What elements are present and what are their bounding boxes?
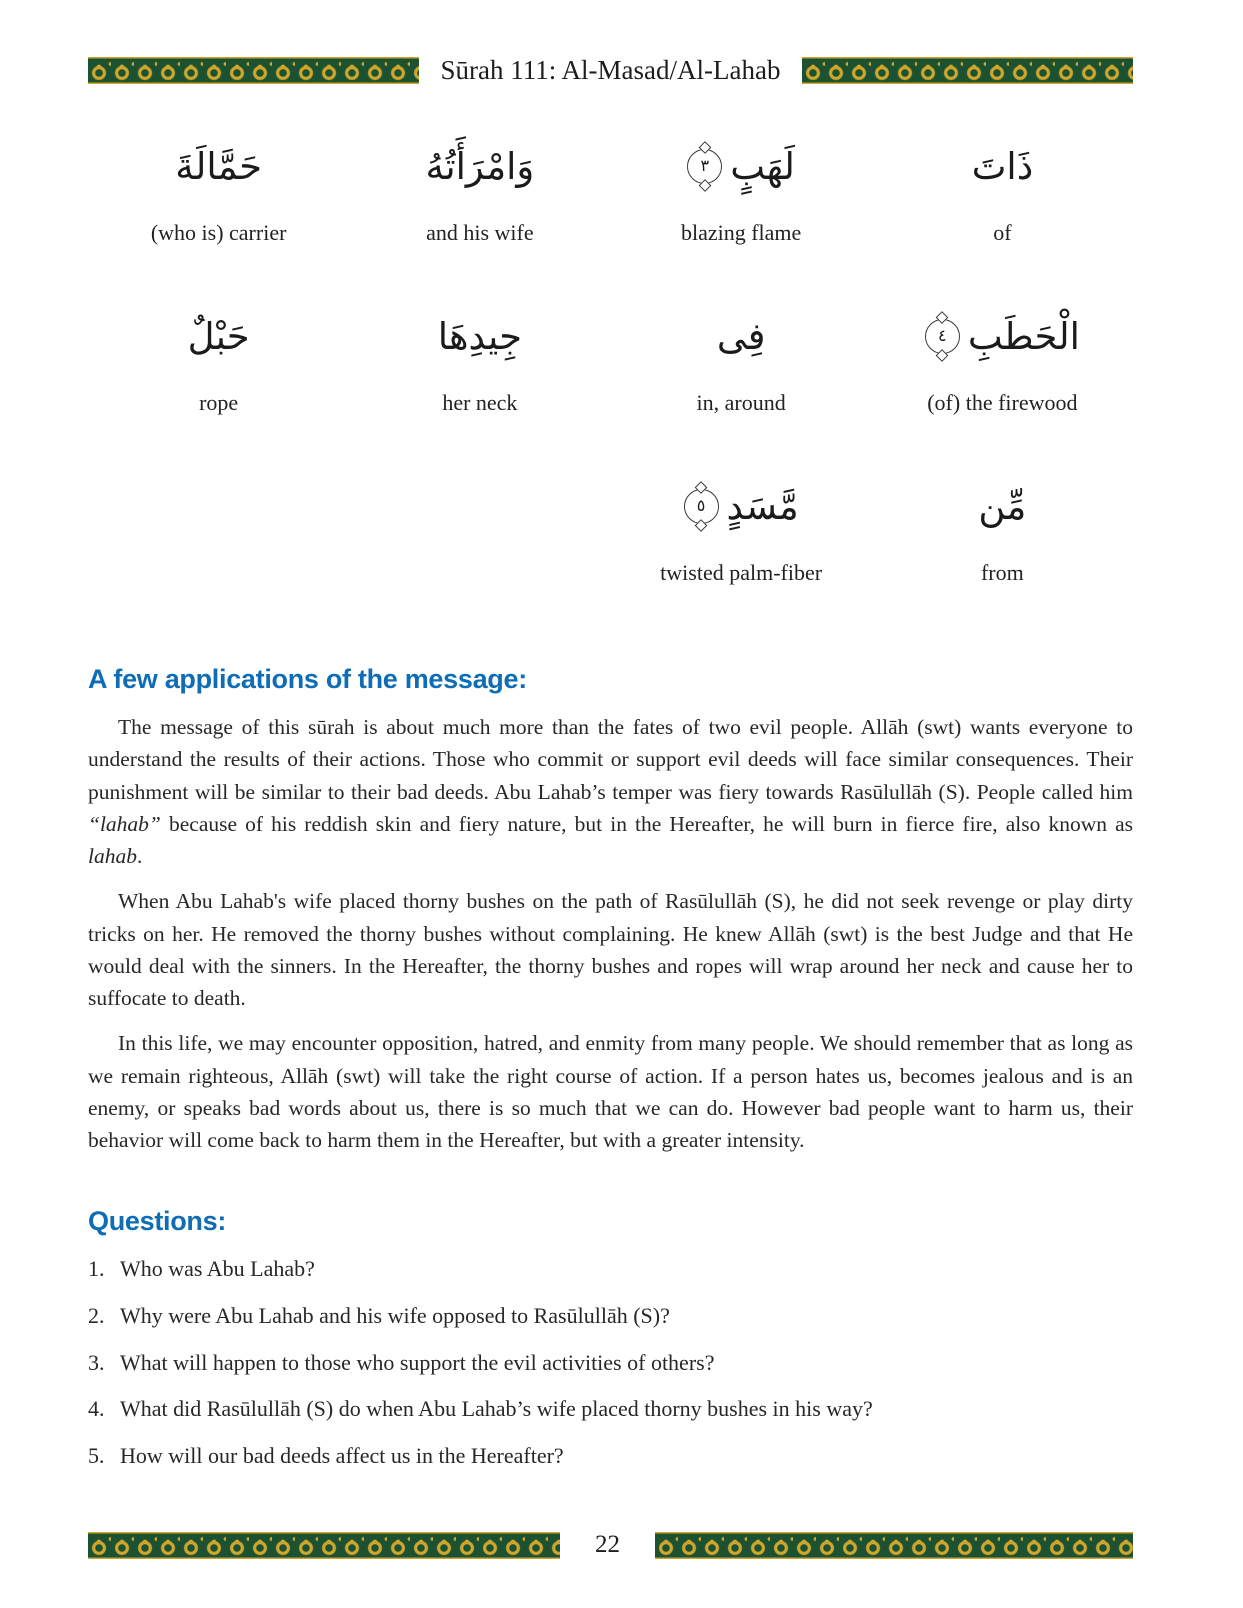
text-segment: When Abu Lahab's wife placed thorny bushes on the path of Rasūlullāh (S), he did not seek revenge or play dirty tricks on her. He removed the thorny bushes without complaining. He knew Allāh (swt) is the best Judge and that He would deal with the sinners. In the Hereafter, the thorny bushes and ropes will wrap around her neck and cause her to suffocate to death. [88, 889, 1133, 1010]
ayah-end-marker: ٣ [687, 149, 722, 184]
question-text: What did Rasūlullāh (S) do when Abu Lahab’s wife placed thorny bushes in his way? [120, 1396, 873, 1422]
ornament-band-footer-left [88, 1532, 560, 1559]
word-translation: rope [199, 390, 239, 415]
arabic-word: مَّسَدٍ ٥ [611, 458, 872, 554]
ornament-band-left [88, 57, 419, 84]
question-text: What will happen to those who support the evil activities of others? [120, 1349, 715, 1375]
word-cell [611, 458, 872, 586]
word-cell [872, 288, 1133, 416]
word-cell [872, 118, 1133, 246]
paragraph [88, 885, 1133, 1014]
word-translation: her neck [442, 390, 518, 415]
question-item [88, 1441, 1133, 1471]
arabic-word: لَهَبٍ ٣ [611, 118, 872, 214]
question-number: 2. [88, 1302, 105, 1328]
text-segment: In this life, we may encounter opposition, hatred, and enmity from many people. We should remember that as long as we remain righteous, Allāh (swt) will take the right course of action. If a person hates us, becomes jealous and is an enemy, or speaks bad words about us, there is so much that we can do. However bad people want to harm us, their behavior will come back to harm them in the Hereafter, but with a greater intensity. [88, 1031, 1133, 1152]
word-cell [88, 118, 349, 246]
italic-text: “lahab” [88, 811, 161, 836]
question-number: 1. [88, 1256, 105, 1282]
word-translation: and his wife [426, 220, 534, 245]
page-number: 22 [595, 1531, 620, 1558]
question-text: How will our bad deeds affect us in the Hereafter? [120, 1443, 564, 1468]
word-cell [611, 288, 872, 416]
word-cell [88, 458, 349, 586]
ayah-end-marker: ٥ [684, 489, 719, 524]
word-translation: (of) the firewood [927, 390, 1078, 415]
questions-heading: Questions: [88, 1206, 227, 1237]
arabic-word: مِّن [978, 484, 1027, 528]
arabic-word: جِيدِهَا [437, 314, 522, 358]
applications-heading: A few applications of the message: [88, 664, 527, 694]
text-segment: The message of this sūrah is about much more than the fates of two evil people. Allāh (swt) wants everyone to understand the results of their actions. Those who commit or support evil deeds will face similar consequences. Their punishment will be similar to their bad deeds. Abu Lahab’s temper was fiery towards Rasūlullāh (S). People called him [88, 715, 1133, 804]
word-cell [349, 118, 610, 246]
text-segment: . [136, 844, 143, 868]
question-text: Who was Abu Lahab? [120, 1256, 315, 1282]
applications-paragraphs [88, 711, 1133, 1156]
question-item [88, 1301, 1133, 1331]
page-title: Sūrah 111: Al-Masad/Al-Lahab [440, 55, 781, 85]
italic-text: lahab [88, 844, 137, 868]
paragraph [88, 1027, 1133, 1156]
ornament-band-right [802, 57, 1133, 84]
arabic-word: حَمَّالَةَ [175, 144, 262, 188]
arabic-word: وَامْرَأَتُهُ [425, 144, 535, 188]
word-cell [88, 288, 349, 416]
question-number: 4. [88, 1396, 105, 1422]
question-item [88, 1254, 1133, 1284]
word-grid [88, 118, 1133, 586]
text-segment: because of his reddish skin and fiery nature, but in the Hereafter, he will burn in fierce fire, also known as [160, 811, 1133, 836]
ayah-end-marker: ٤ [925, 319, 960, 354]
question-number: 3. [88, 1349, 105, 1375]
word-cell [872, 458, 1133, 586]
word-translation: (who is) carrier [150, 220, 287, 245]
word-cell [349, 458, 610, 586]
question-item [88, 1394, 1133, 1424]
arabic-word: فِى [716, 314, 766, 358]
questions-list [88, 1254, 1133, 1470]
arabic-word: حَبْلٌ [187, 314, 250, 358]
question-item [88, 1348, 1133, 1378]
word-translation: of [993, 220, 1012, 245]
word-cell [349, 288, 610, 416]
word-translation: twisted palm-fiber [660, 560, 823, 585]
page-header [88, 55, 1133, 86]
arabic-word: ذَاتَ [971, 144, 1034, 188]
arabic-word: الْحَطَبِ ٤ [872, 288, 1133, 384]
word-translation: in, around [696, 390, 786, 415]
question-text: Why were Abu Lahab and his wife opposed to Rasūlullāh (S)? [120, 1302, 670, 1328]
paragraph [88, 711, 1133, 872]
question-number: 5. [88, 1443, 105, 1468]
ornament-band-footer-right [655, 1532, 1133, 1559]
word-translation: from [980, 560, 1024, 585]
word-cell [611, 118, 872, 246]
word-translation: blazing flame [680, 220, 802, 245]
page-footer [88, 1531, 1133, 1559]
